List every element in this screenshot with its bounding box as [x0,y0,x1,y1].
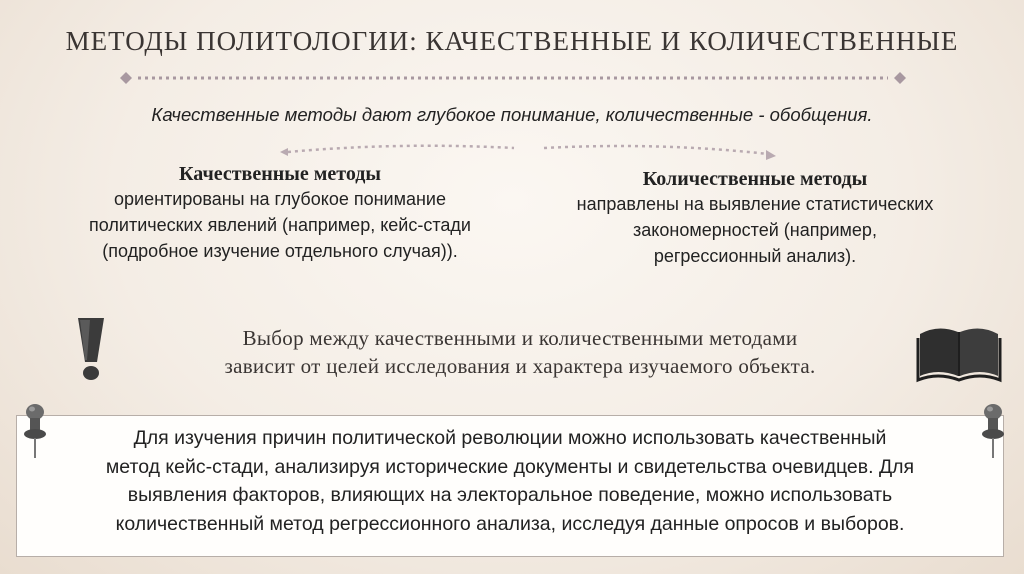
example-line-4: количественный метод регрессионного анализа, исследуя данные опросов и выборов. [115,512,905,535]
subtitle: Качественные методы дают глубокое понимание, количественные - обобщения. [151,104,873,125]
right-arrow [540,140,780,164]
example-line-2: метод кейс-стади, анализируя исторические документы и свидетельства очевидцев. Для [105,455,915,478]
quantitative-block [520,168,990,269]
example-line-3: выявления факторов, влияющих на электоральное поведение, можно использовать [127,484,893,506]
qualitative-heading: Качественные методы [179,163,381,185]
example-text [22,424,998,538]
exclamation-icon [70,316,112,382]
choice-text [110,324,930,380]
qualitative-block [40,163,520,264]
book-icon [914,322,1004,382]
quantitative-line-2: закономерностей (например, [633,220,877,240]
page-title: МЕТОДЫ ПОЛИТОЛОГИИ: КАЧЕСТВЕННЫЕ И КОЛИЧЕСТВЕННЫЕ [65,26,959,56]
choice-line-2: зависит от целей исследования и характера изучаемого объекта. [224,354,816,378]
quantitative-line-1: направлены на выявление статистических [576,194,934,214]
example-line-1: Для изучения причин политической революции можно использовать качественный [133,427,887,449]
title-divider [118,70,908,86]
quantitative-line-3: регрессионный анализ). [653,246,857,266]
left-arrow [278,140,518,160]
quantitative-heading: Количественные методы [642,168,868,190]
qualitative-line-1: ориентированы на глубокое понимание [114,189,446,209]
qualitative-line-2: политических явлений (например, кейс-стади [89,215,471,235]
choice-line-1: Выбор между качественными и количественными методами [242,326,798,350]
qualitative-line-3: (подробное изучение отдельного случая)). [102,241,458,261]
